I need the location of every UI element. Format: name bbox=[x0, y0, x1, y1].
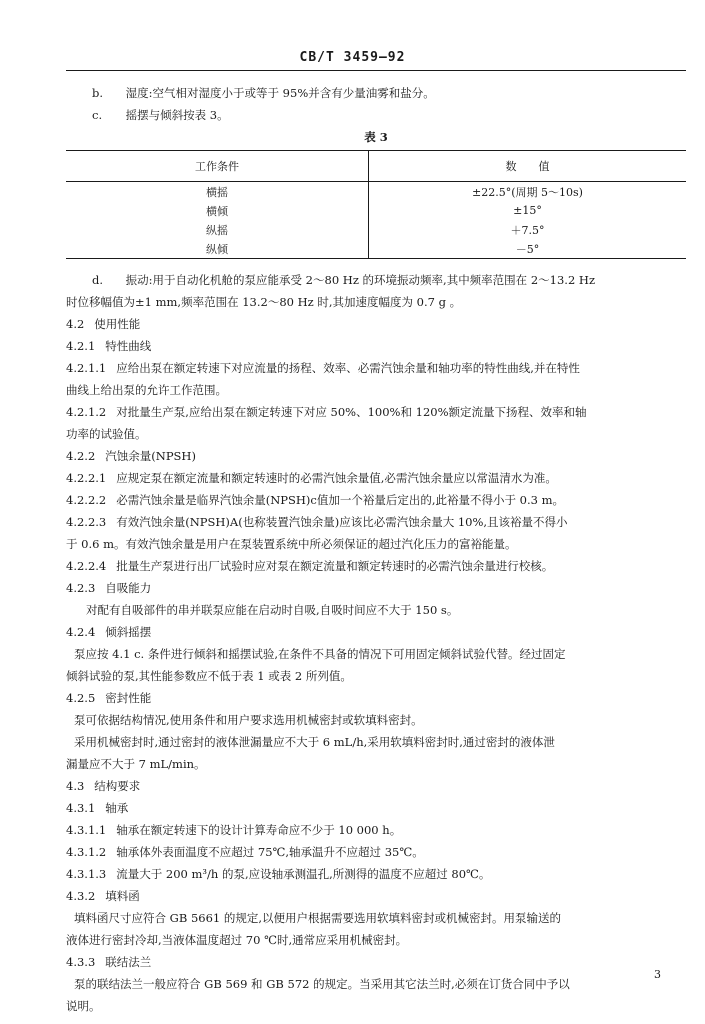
table-header-row bbox=[66, 151, 686, 182]
clause-number: 4.2.1.2 bbox=[66, 405, 107, 419]
section-4-2-4-heading bbox=[66, 621, 686, 643]
section-4-3-2-text-cont: 液体进行密封冷却,当液体温度超过 70 ℃时,通常应采用机械密封。 bbox=[66, 933, 408, 947]
section-title: 填料函 bbox=[105, 889, 140, 903]
cell-condition: 纵摇 bbox=[66, 220, 369, 239]
section-title: 倾斜摇摆 bbox=[105, 625, 152, 639]
clause-4-2-2-4 bbox=[66, 555, 686, 577]
table-3-title: 表 3 bbox=[364, 130, 388, 144]
clause-number: 4.2.2.3 bbox=[66, 515, 107, 529]
clause-text: 批量生产泵进行出厂试验时应对泵在额定流量和额定转速时的必需汽蚀余量进行校核。 bbox=[116, 559, 554, 573]
section-number: 4.2.3 bbox=[66, 581, 96, 595]
table-3 bbox=[66, 150, 686, 259]
section-4-2-2-heading bbox=[66, 445, 686, 467]
standard-code-header: CB/T 3459—92 bbox=[299, 50, 406, 65]
section-title: 结构要求 bbox=[94, 779, 141, 793]
clause-4-2-1-2 bbox=[66, 401, 686, 423]
section-number: 4.2.2 bbox=[66, 449, 96, 463]
section-4-3-3-text: 泵的联结法兰一般应符合 GB 569 和 GB 572 的规定。当采用其它法兰时,必须在订货合同中予以 bbox=[74, 977, 570, 991]
cell-value: ±22.5°(周期 5～10s) bbox=[472, 185, 583, 199]
clause-text: 有效汽蚀余量(NPSH)A(也称装置汽蚀余量)应该比必需汽蚀余量大 10%,且该裕量不得小 bbox=[116, 515, 568, 529]
clause-text: 必需汽蚀余量是临界汽蚀余量(NPSH)c值加一个裕量后定出的,此裕量不得小于 0.3 m。 bbox=[116, 493, 565, 507]
clause-4-2-1-1 bbox=[66, 357, 686, 379]
clause-4-2-2-3 bbox=[66, 511, 686, 533]
clause-4-2-1-1-cont: 曲线上给出泵的允许工作范围。 bbox=[66, 383, 227, 397]
section-number: 4.2 bbox=[66, 317, 85, 331]
section-number: 4.2.1 bbox=[66, 339, 96, 353]
item-d-line-1 bbox=[66, 269, 686, 291]
section-number: 4.2.4 bbox=[66, 625, 96, 639]
item-b-label: b. bbox=[92, 86, 104, 100]
document-body bbox=[66, 82, 686, 1017]
section-4-2-4-text-cont: 倾斜试验的泵,其性能参数应不低于表 1 或表 2 所列值。 bbox=[66, 669, 352, 683]
clause-4-3-1-2 bbox=[66, 841, 686, 863]
clause-4-2-1-2-cont: 功率的试验值。 bbox=[66, 427, 147, 441]
item-c-label: c. bbox=[92, 108, 103, 122]
section-4-2-3-text: 对配有自吸部件的串并联泵应能在启动时自吸,自吸时间应不大于 150 s。 bbox=[86, 603, 459, 617]
section-4-2-5-heading bbox=[66, 687, 686, 709]
section-4-3-2-heading bbox=[66, 885, 686, 907]
section-4-3-3-text-cont: 说明。 bbox=[66, 999, 101, 1013]
cell-value: ＋7.5° bbox=[510, 223, 545, 237]
section-title: 联结法兰 bbox=[105, 955, 152, 969]
section-title: 密封性能 bbox=[105, 691, 152, 705]
item-d-label: d. bbox=[92, 273, 104, 287]
clause-number: 4.3.1.1 bbox=[66, 823, 107, 837]
section-4-3-3-heading bbox=[66, 951, 686, 973]
section-4-2-heading bbox=[66, 313, 686, 335]
clause-number: 4.2.2.2 bbox=[66, 493, 107, 507]
item-d-text: 振动:用于自动化机舱的泵应能承受 2～80 Hz 的环境振动频率,其中频率范围在 2～13.2 Hz bbox=[125, 273, 596, 287]
section-4-3-2-text: 填料函尺寸应符合 GB 5661 的规定,以便用户根据需要选用软填料密封或机械密封。用泵输送的 bbox=[74, 911, 562, 925]
clause-text: 轴承体外表面温度不应超过 75℃,轴承温升不应超过 35℃。 bbox=[116, 845, 424, 859]
clause-number: 4.3.1.3 bbox=[66, 867, 107, 881]
cell-condition: 横倾 bbox=[66, 201, 369, 220]
clause-4-3-1-1 bbox=[66, 819, 686, 841]
table-row bbox=[66, 182, 686, 202]
clause-number: 4.3.1.2 bbox=[66, 845, 107, 859]
clause-text: 对批量生产泵,应给出泵在额定转速下对应 50%、100%和 120%额定流量下扬程、效率和轴 bbox=[116, 405, 587, 419]
table-row bbox=[66, 201, 686, 220]
clause-4-2-2-1 bbox=[66, 467, 686, 489]
item-d-line-2: 时位移幅值为±1 mm,频率范围在 13.2～80 Hz 时,其加速度幅度为 0.7 g 。 bbox=[66, 295, 462, 309]
clause-text: 轴承在额定转速下的设计计算寿命应不少于 10 000 h。 bbox=[116, 823, 402, 837]
table-row bbox=[66, 239, 686, 259]
cell-condition: 横摇 bbox=[66, 182, 369, 202]
cell-condition: 纵倾 bbox=[66, 239, 369, 259]
clause-text: 应规定泵在额定流量和额定转速时的必需汽蚀余量值,必需汽蚀余量应以常温清水为准。 bbox=[116, 471, 557, 485]
section-4-2-5-text-1: 泵可依据结构情况,使用条件和用户要求选用机械密封或软填料密封。 bbox=[74, 713, 423, 727]
clause-number: 4.2.2.4 bbox=[66, 559, 107, 573]
section-number: 4.3.3 bbox=[66, 955, 96, 969]
page-number: 3 bbox=[654, 968, 661, 981]
section-number: 4.2.5 bbox=[66, 691, 96, 705]
section-title: 汽蚀余量(NPSH) bbox=[105, 449, 196, 463]
cell-value: ±15° bbox=[513, 204, 542, 217]
clause-4-3-1-3 bbox=[66, 863, 686, 885]
item-c bbox=[66, 104, 686, 126]
table-row bbox=[66, 220, 686, 239]
clause-text: 流量大于 200 m³/h 的泵,应设轴承测温孔,所测得的温度不应超过 80℃。 bbox=[116, 867, 491, 881]
section-4-3-1-heading bbox=[66, 797, 686, 819]
column-header-value: 数 值 bbox=[369, 151, 687, 182]
section-4-2-4-text: 泵应按 4.1 c. 条件进行倾斜和摇摆试验,在条件不具备的情况下可用固定倾斜试验代替。经过固定 bbox=[74, 647, 566, 661]
cell-value: －5° bbox=[515, 242, 540, 256]
section-number: 4.3.2 bbox=[66, 889, 96, 903]
section-number: 4.3.1 bbox=[66, 801, 96, 815]
section-number: 4.3 bbox=[66, 779, 85, 793]
clause-4-2-2-2 bbox=[66, 489, 686, 511]
clause-text: 应给出泵在额定转速下对应流量的扬程、效率、必需汽蚀余量和轴功率的特性曲线,并在特性 bbox=[116, 361, 580, 375]
item-b bbox=[66, 82, 686, 104]
section-4-2-3-heading bbox=[66, 577, 686, 599]
section-4-3-heading bbox=[66, 775, 686, 797]
column-header-condition: 工作条件 bbox=[66, 151, 369, 182]
clause-4-2-2-3-cont: 于 0.6 m。有效汽蚀余量是用户在泵装置系统中所必须保证的超过汽化压力的富裕能量。 bbox=[66, 537, 517, 551]
clause-number: 4.2.1.1 bbox=[66, 361, 107, 375]
section-title: 自吸能力 bbox=[105, 581, 152, 595]
section-4-2-1-heading bbox=[66, 335, 686, 357]
item-b-text: 湿度:空气相对湿度小于或等于 95%并含有少量油雾和盐分。 bbox=[125, 86, 435, 100]
header-rule bbox=[66, 70, 686, 71]
section-title: 特性曲线 bbox=[105, 339, 152, 353]
section-4-2-5-text-2-cont: 漏量应不大于 7 mL/min。 bbox=[66, 757, 206, 771]
section-title: 使用性能 bbox=[94, 317, 141, 331]
section-4-2-5-text-2: 采用机械密封时,通过密封的液体泄漏量应不大于 6 mL/h,采用软填料密封时,通过密封的液体泄 bbox=[74, 735, 555, 749]
clause-number: 4.2.2.1 bbox=[66, 471, 107, 485]
item-c-text: 摇摆与倾斜按表 3。 bbox=[125, 108, 229, 122]
section-title: 轴承 bbox=[105, 801, 129, 815]
